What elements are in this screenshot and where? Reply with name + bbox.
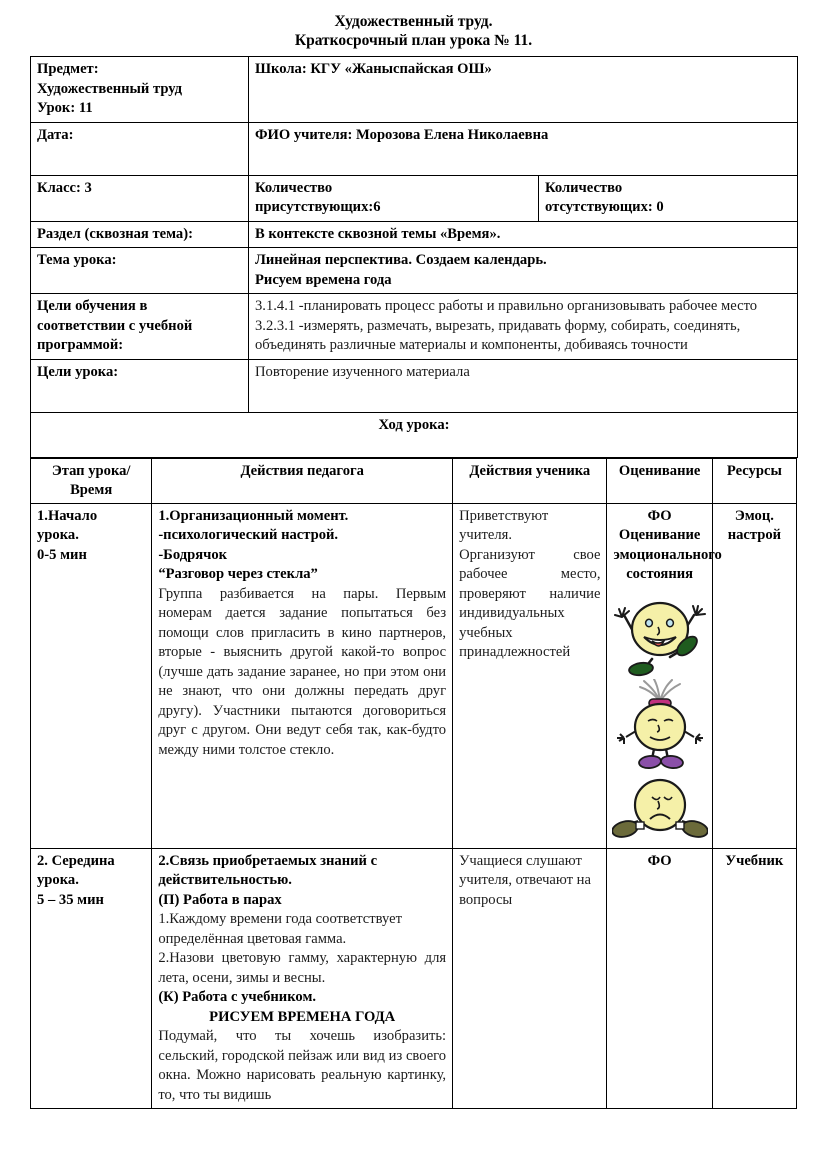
row2-teacher-cell — [152, 848, 453, 1109]
absent-cell — [539, 175, 798, 221]
topic-label: Тема урока: — [31, 248, 249, 294]
row1-teacher-b1: 1.Организационный момент. — [158, 507, 349, 524]
row2-assessment-cell — [607, 848, 712, 1109]
school-cell — [249, 57, 798, 123]
row1-student-line2: Организуют свое рабочее место, проверяют наличие индивидуальных учебных принадлежностей — [459, 546, 601, 660]
row2-teacher-b2: (П) Работа в парах — [158, 891, 282, 908]
row1-teacher-b3: -Бодрячок — [158, 546, 228, 563]
neutral-smiley-icon — [614, 679, 706, 771]
table-row — [31, 848, 797, 1109]
row1-student-line1: Приветствуют учителя. — [459, 507, 549, 543]
row2-assessment-line1: ФО — [647, 852, 672, 869]
row1-assessment-cell — [607, 503, 722, 848]
lesson-info-table — [30, 56, 798, 458]
lesson-goals-label: Цели урока: — [31, 359, 249, 412]
header-stage: Этап урока/ Время — [31, 458, 152, 503]
flow-table-header-row — [31, 458, 797, 503]
row1-teacher-b4: “Разговор через стекла” — [158, 566, 318, 582]
header-student-actions: Действия ученика — [453, 458, 607, 503]
row1-teacher-cell — [152, 503, 453, 848]
row1-resources-line1: Эмоц. — [734, 507, 774, 524]
objectives-label-cell — [31, 294, 249, 360]
table-row-section — [31, 221, 798, 248]
row2-teacher-p1: 1.Каждому времени года соответствует определённая цветовая гамма. — [158, 911, 402, 947]
table-row — [31, 503, 797, 848]
present-label: Количество — [255, 179, 333, 196]
section-value: В контексте сквозной темы «Время». — [249, 221, 798, 248]
row2-stage-line2: урока. — [37, 872, 79, 888]
topic-line1: Линейная перспектива. Создаем календарь. — [255, 252, 547, 268]
page-title-line1: Художественный труд. — [334, 13, 493, 30]
school-value: Школа: КГУ «Жаныспайская ОШ» — [255, 61, 492, 77]
objectives-value-cell — [249, 294, 798, 360]
row1-assessment-line3: эмоционального состояния — [613, 546, 722, 582]
class-label: Класс: 3 — [31, 175, 249, 221]
row2-stage-line1: 2. Середина — [37, 852, 115, 869]
table-row-class — [31, 175, 798, 221]
row1-assessment-line1: ФО — [647, 507, 672, 524]
subject-cell — [31, 57, 249, 123]
lesson-flow-table — [30, 458, 797, 1110]
row1-stage-line2: урока. — [37, 527, 79, 543]
table-row-objectives — [31, 294, 798, 360]
row2-stage-cell — [31, 848, 152, 1109]
table-row-subject — [31, 57, 798, 123]
teacher-name: ФИО учителя: Морозова Елена Николаевна — [249, 122, 798, 175]
row1-resources-line2: настрой — [727, 527, 782, 543]
page-title-line2: Краткосрочный план урока № 11. — [294, 32, 533, 49]
row1-stage-line1: 1.Начало — [37, 507, 98, 524]
header-assessment: Оценивание — [607, 458, 712, 503]
happy-smiley-icon — [614, 591, 706, 677]
subject-value: Художественный труд — [37, 80, 183, 97]
date-label: Дата: — [31, 122, 249, 175]
present-cell — [249, 175, 539, 221]
sad-smiley-icon — [612, 773, 708, 845]
objective-item-2: 3.2.3.1 -измерять, размечать, вырезать, придавать форму, собирать, соединять, объединять различные материалы и компоненты, добиваясь точности — [255, 317, 741, 353]
table-row-lesson-goals — [31, 359, 798, 412]
row1-teacher-body: Группа разбивается на пары. Первым номерам дается задание попытаться без помощи слов пригласить в кино партнеров, вторые - выяснить другой какой-то вопрос (лучше дать задание заранее, но при этом они не знают, что они должны передать друг другу). Участники пытаются договориться друг с другом. Они ведут себя так, как-будто между ними толстое стекло. — [158, 585, 447, 758]
topic-line2: Рисуем времена года — [255, 271, 392, 288]
row2-student-line1: Учащиеся слушают учителя, отвечают на вопросы — [459, 852, 591, 908]
row2-teacher-b3: (К) Работа с учебником. — [158, 989, 317, 1005]
header-resources: Ресурсы — [712, 458, 796, 503]
page-title — [30, 0, 797, 50]
row2-teacher-b1: 2.Связь приобретаемых знаний с действительностью. — [158, 852, 378, 888]
row2-teacher-b4: РИСУЕМ ВРЕМЕНА ГОДА — [209, 1008, 396, 1025]
table-row-topic — [31, 248, 798, 294]
objectives-label-line3: программой: — [37, 337, 124, 353]
row1-student-cell — [453, 503, 607, 848]
objective-item-1: 3.1.4.1 -планировать процесс работы и правильно организовывать рабочее место — [255, 298, 758, 314]
row2-resources-cell — [712, 848, 796, 1109]
row2-resources-line1: Учебник — [725, 852, 784, 869]
course-heading: Ход урока: — [31, 412, 798, 457]
row1-assessment-line2: Оценивание — [618, 527, 701, 543]
header-teacher-actions: Действия педагога — [152, 458, 453, 503]
present-value: присутствующих:6 — [255, 199, 381, 215]
topic-cell — [249, 248, 798, 294]
objectives-label-line2: соответствии с учебной — [37, 317, 193, 334]
row2-stage-line3: 5 – 35 мин — [37, 891, 104, 908]
objectives-label-line1: Цели обучения в — [37, 298, 148, 314]
row2-teacher-p2: 2.Назови цветовую гамму, характерную для лета, осени, зимы и весны. — [158, 950, 447, 986]
section-label: Раздел (сквозная тема): — [31, 221, 249, 248]
absent-label: Количество — [545, 179, 623, 196]
row1-resources-cell — [712, 503, 796, 848]
subject-label: Предмет: — [37, 61, 99, 77]
row2-student-cell — [453, 848, 607, 1109]
absent-value: отсутствующих: 0 — [545, 199, 664, 215]
row1-stage-cell — [31, 503, 152, 848]
row1-stage-line3: 0-5 мин — [37, 546, 87, 563]
table-row-course-heading — [31, 412, 798, 457]
row1-teacher-b2: -психологический настрой. — [158, 527, 339, 543]
lesson-number: Урок: 11 — [37, 100, 93, 116]
lesson-goals-value: Повторение изученного материала — [249, 359, 798, 412]
row2-teacher-p3: Подумай, что ты хочешь изобразить: сельский, городской пейзаж или вид из своего окна. Можно нарисовать реальную картинку, то, что ты видишь — [158, 1028, 447, 1103]
emotion-smileys-group — [613, 591, 705, 845]
table-row-date — [31, 122, 798, 175]
